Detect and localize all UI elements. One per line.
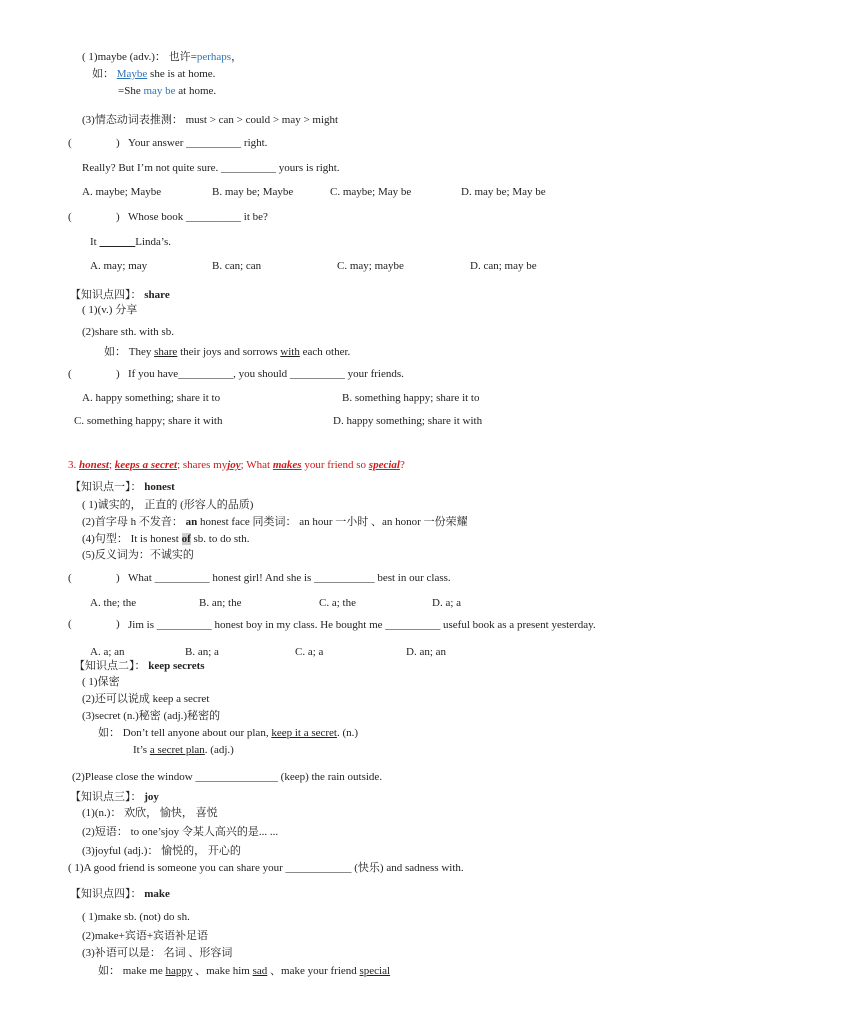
answer-bracket-open: ( <box>68 211 72 223</box>
make-complement: (3)补语可以是： 名词 、形容词 <box>82 947 233 959</box>
option-b: B. can; can <box>212 260 262 272</box>
section-3-title: 3. honest; keeps a secret; shares myjoy; What makes your friend so special? <box>68 459 405 471</box>
make-example: 如： make me happy 、make him sad 、make your friend special <box>98 965 391 977</box>
option-d: D. happy something; share it with <box>333 415 483 427</box>
maybe-example: 如： Maybe she is at home. <box>92 68 216 80</box>
honest-antonym: (5)反义词为：不诚实的 <box>82 549 194 561</box>
section-heading-keep-secrets: 【知识点二】： keep secrets <box>74 660 205 672</box>
option-c: C. a; a <box>295 646 324 658</box>
make-usage-1: ( 1)make sb. (not) do sh. <box>82 911 190 923</box>
option-a: A. happy something; share it to <box>82 392 221 404</box>
option-b: B. may be; Maybe <box>212 186 294 198</box>
option-d: D. an; an <box>406 646 447 658</box>
maybe-definition: ( 1)maybe (adv.)： 也许=perhaps， <box>82 51 243 63</box>
answer-bracket-open: ( <box>68 572 72 584</box>
option-d: D. can; may be <box>470 260 537 272</box>
option-c: C. maybe; May be <box>330 186 412 198</box>
may-be-example: =She may be at home. <box>118 85 217 97</box>
question-text: If you have__________, you should __________ your friends. <box>128 368 404 380</box>
question-text: What __________ honest girl! And she is ___________ best in our class. <box>128 572 451 584</box>
joy-exercise: ( 1)A good friend is someone you can share your ____________ (快乐) and sadness with. <box>68 862 464 874</box>
option-b: B. something happy; share it to <box>342 392 480 404</box>
option-c: C. something happy; share it with <box>74 415 223 427</box>
option-b: B. an; the <box>199 597 242 609</box>
option-d: D. may be; May be <box>461 186 546 198</box>
answer-bracket-open: ( <box>68 137 72 149</box>
secret-example-adj: It’s a secret plan. (adj.) <box>133 744 234 756</box>
question-text: Whose book __________ it be? <box>128 211 268 223</box>
question-text-line2: Really? But I’m not quite sure. __________ yours is right. <box>82 162 340 174</box>
answer-bracket-close: ) <box>116 572 120 584</box>
section-heading-joy: 【知识点三】： joy <box>70 791 159 803</box>
option-a: A. maybe; Maybe <box>82 186 162 198</box>
section-heading-make: 【知识点四】： make <box>70 888 170 900</box>
option-a: A. a; an <box>90 646 125 658</box>
secret-example-noun: 如： Don’t tell anyone about our plan, keep it a secret. (n.) <box>98 727 359 739</box>
secret-definition: (3)secret (n.)秘密 (adj.)秘密的 <box>82 710 221 722</box>
joy-definition: (1)(n.)： 欢欣， 愉快， 喜悦 <box>82 807 218 819</box>
answer-bracket-close: ) <box>116 368 120 380</box>
make-usage-2: (2)make+宾语+宾语补足语 <box>82 930 209 942</box>
option-b: B. an; a <box>185 646 219 658</box>
answer-bracket-open: ( <box>68 618 72 630</box>
question-text: Jim is __________ honest boy in my class. He bought me __________ useful book as a present yesterday. <box>128 619 596 631</box>
modal-verbs-note: (3)情态动词表推测： must > can > could > may > might <box>82 114 339 126</box>
option-d: D. a; a <box>432 597 462 609</box>
answer-bracket-close: ) <box>116 211 120 223</box>
answer-bracket-close: ) <box>116 618 120 630</box>
section-heading-share: 【知识点四】： share <box>70 289 170 301</box>
answer-bracket-open: ( <box>68 368 72 380</box>
option-a: A. may; may <box>90 260 148 272</box>
option-c: C. may; maybe <box>337 260 404 272</box>
section-heading-honest: 【知识点一】： honest <box>70 481 175 493</box>
answer-bracket-close: ) <box>116 137 120 149</box>
honest-definition: ( 1)诚实的， 正直的 (形容人的品质) <box>82 499 254 511</box>
honest-pronunciation: (2)首字母 h 不发音： an honest face 同类词： an hour 一小时 、an honor 一份荣耀 <box>82 516 468 528</box>
honest-pattern: (4)句型： It is honest of sb. to do sth. <box>82 533 250 545</box>
keep-definition: ( 1)保密 <box>82 676 120 688</box>
option-a: A. the; the <box>90 597 137 609</box>
keep-exercise: (2)Please close the window _______________ (keep) the rain outside. <box>72 771 383 783</box>
option-c: C. a; the <box>319 597 356 609</box>
joy-phrase: (2)短语： to one’sjoy 令某人高兴的是... ... <box>82 826 279 838</box>
share-usage: (2)share sth. with sb. <box>82 326 174 338</box>
question-text: Your answer __________ right. <box>128 137 268 149</box>
share-example: 如： They share their joys and sorrows with each other. <box>104 346 351 358</box>
answer-blank <box>99 236 135 248</box>
keep-alternative: (2)还可以说成 keep a secret <box>82 693 210 705</box>
share-definition: ( 1)(v.) 分享 <box>82 304 138 316</box>
question-text-line2: It Linda’s. <box>90 236 171 248</box>
joyful-definition: (3)joyful (adj.)： 愉悦的， 开心的 <box>82 845 241 857</box>
